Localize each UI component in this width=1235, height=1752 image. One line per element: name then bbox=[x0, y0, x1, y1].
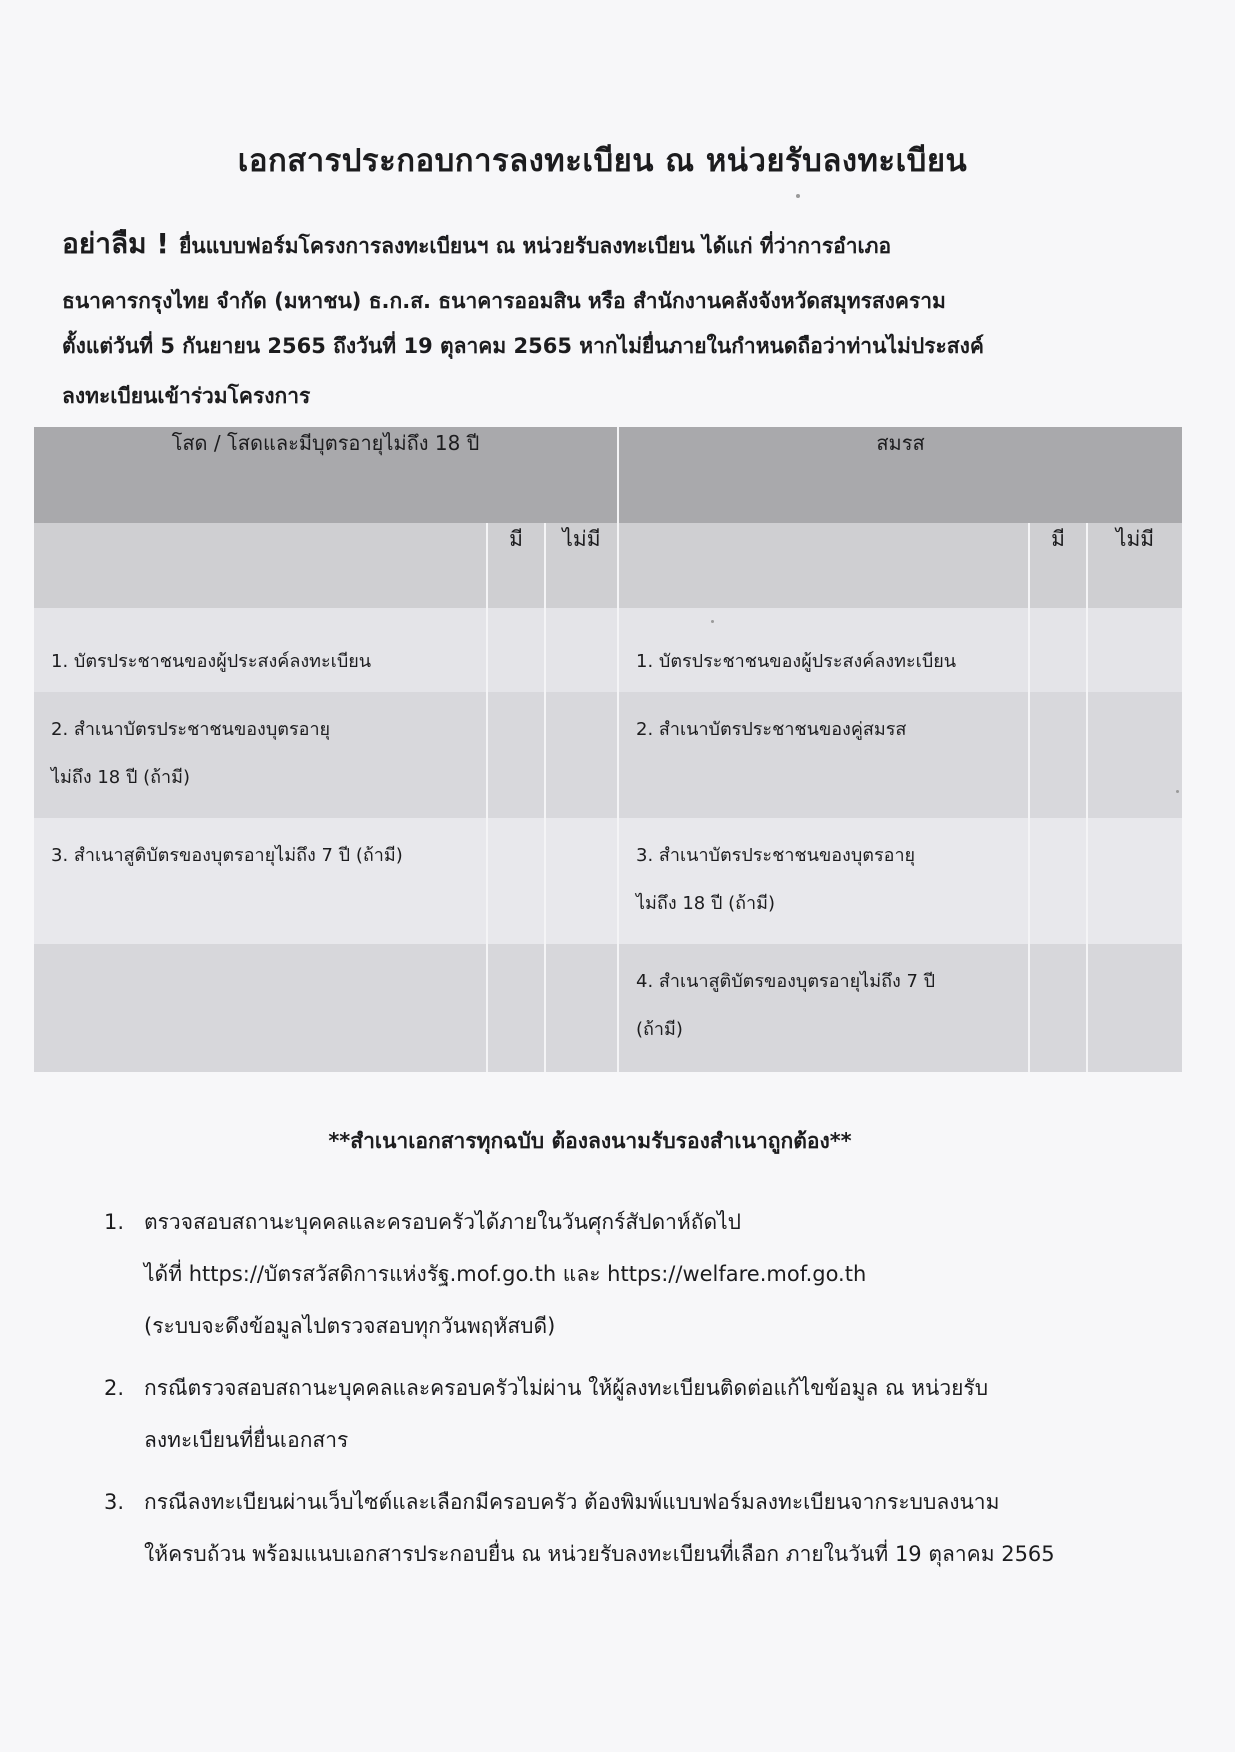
single-item-2-text-cont: ไม่ถึง 18 ปี (ถ้ามี) bbox=[51, 767, 191, 788]
married-item-cell bbox=[618, 944, 1029, 1072]
step-3-line-1: กรณีลงทะเบียนผ่านเว็บไซต์และเลือกมีครอบครัว ต้องพิมพ์แบบฟอร์มลงทะเบียนจากระบบลงนาม bbox=[144, 1490, 1000, 1514]
married-not-have-header: ไม่มี bbox=[1087, 523, 1182, 608]
married-not-have-checkbox[interactable] bbox=[1087, 608, 1182, 692]
step-1-line-2: ได้ที่ https://บัตรสวัสดิการแห่งรัฐ.mof.go.th และ https://welfare.mof.go.th bbox=[144, 1262, 867, 1286]
document-checklist-table bbox=[34, 427, 1182, 1072]
married-have-header: มี bbox=[1029, 523, 1087, 608]
single-have-checkbox[interactable] bbox=[487, 692, 545, 818]
married-have-checkbox[interactable] bbox=[1029, 944, 1087, 1072]
single-column-header: โสด / โสดและมีบุตรอายุไม่ถึง 18 ปี bbox=[34, 427, 618, 523]
single-have-checkbox bbox=[487, 944, 545, 1072]
intro-line-1 bbox=[62, 222, 1162, 266]
single-item-cell bbox=[34, 818, 487, 944]
married-have-checkbox[interactable] bbox=[1029, 818, 1087, 944]
married-item-cell bbox=[618, 818, 1029, 944]
married-item-header bbox=[618, 523, 1029, 608]
single-have-checkbox[interactable] bbox=[487, 608, 545, 692]
step-2-line-2: ลงทะเบียนที่ยื่นเอกสาร bbox=[144, 1428, 349, 1452]
married-have-checkbox[interactable] bbox=[1029, 692, 1087, 818]
single-item-header bbox=[34, 523, 487, 608]
single-not-have-checkbox[interactable] bbox=[545, 818, 618, 944]
list-item-number: 3. bbox=[104, 1490, 125, 1514]
single-item-1-text: 1. บัตรประชาชนของผู้ประสงค์ลงทะเบียน bbox=[51, 651, 372, 672]
instruction-list bbox=[104, 1196, 1184, 1580]
married-item-4-text: 4. สำเนาสูติบัตรของบุตรอายุไม่ถึง 7 ปี bbox=[636, 971, 936, 992]
list-item-number: 2. bbox=[104, 1376, 125, 1400]
married-not-have-checkbox[interactable] bbox=[1087, 692, 1182, 818]
married-item-3-text-cont: ไม่ถึง 18 ปี (ถ้ามี) bbox=[636, 893, 776, 914]
single-not-have-checkbox[interactable] bbox=[545, 608, 618, 692]
table-row bbox=[34, 692, 1182, 818]
list-item bbox=[104, 1196, 1184, 1352]
married-item-4-text-cont: (ถ้ามี) bbox=[636, 1019, 683, 1040]
married-have-checkbox[interactable] bbox=[1029, 608, 1087, 692]
paper-speck bbox=[711, 620, 714, 623]
married-item-1-text: 1. บัตรประชาชนของผู้ประสงค์ลงทะเบียน bbox=[636, 651, 957, 672]
list-item bbox=[104, 1362, 1184, 1466]
step-2-line-1: กรณีตรวจสอบสถานะบุคคลและครอบครัวไม่ผ่าน ให้ผู้ลงทะเบียนติดต่อแก้ไขข้อมูล ณ หน่วยรับ bbox=[144, 1376, 989, 1400]
married-item-cell bbox=[618, 608, 1029, 692]
step-1-line-1: ตรวจสอบสถานะบุคคลและครอบครัวได้ภายในวันศุกร์สัปดาห์ถัดไป bbox=[144, 1210, 741, 1234]
married-not-have-checkbox[interactable] bbox=[1087, 818, 1182, 944]
intro-line-4: ลงทะเบียนเข้าร่วมโครงการ bbox=[62, 384, 311, 408]
married-item-cell bbox=[618, 692, 1029, 818]
list-item bbox=[104, 1476, 1184, 1580]
single-item-cell bbox=[34, 608, 487, 692]
intro-line-3: ตั้งแต่วันที่ 5 กันยายน 2565 ถึงวันที่ 19 ตุลาคม 2565 หากไม่ยื่นภายในกำหนดถือว่าท่านไม่ประสงค์ bbox=[62, 334, 984, 358]
table-row bbox=[34, 818, 1182, 944]
list-item-number: 1. bbox=[104, 1210, 125, 1234]
single-item-3-text: 3. สำเนาสูติบัตรของบุตรอายุไม่ถึง 7 ปี (ถ้ามี) bbox=[51, 845, 403, 866]
married-not-have-checkbox[interactable] bbox=[1087, 944, 1182, 1072]
step-3-line-2: ให้ครบถ้วน พร้อมแนบเอกสารประกอบยื่น ณ หน่วยรับลงทะเบียนที่เลือก ภายในวันที่ 19 ตุลาคม 2565 bbox=[144, 1542, 1055, 1566]
intro-text-1: ยื่นแบบฟอร์มโครงการลงทะเบียนฯ ณ หน่วยรับลงทะเบียน ได้แก่ ที่ว่าการอำเภอ bbox=[179, 234, 892, 258]
document-title: เอกสารประกอบการลงทะเบียน ณ หน่วยรับลงทะเบียน bbox=[237, 143, 968, 179]
single-item-2-text: 2. สำเนาบัตรประชาชนของบุตรอายุ bbox=[51, 719, 331, 740]
table-row bbox=[34, 944, 1182, 1072]
single-item-cell-empty bbox=[34, 944, 487, 1072]
single-have-header: มี bbox=[487, 523, 545, 608]
single-have-checkbox[interactable] bbox=[487, 818, 545, 944]
table-header-row bbox=[34, 427, 1182, 523]
table-subheader-row bbox=[34, 523, 1182, 608]
single-item-cell bbox=[34, 692, 487, 818]
married-item-3-text: 3. สำเนาบัตรประชาชนของบุตรอายุ bbox=[636, 845, 916, 866]
paper-speck bbox=[796, 194, 800, 198]
reminder-label: อย่าลืม ! bbox=[62, 227, 170, 260]
single-not-have-checkbox bbox=[545, 944, 618, 1072]
paper-speck bbox=[1176, 790, 1179, 793]
intro-line-2: ธนาคารกรุงไทย จำกัด (มหาชน) ธ.ก.ส. ธนาคารออมสิน หรือ สำนักงานคลังจังหวัดสมุทรสงคราม bbox=[62, 289, 946, 313]
step-1-line-3: (ระบบจะดึงข้อมูลไปตรวจสอบทุกวันพฤหัสบดี) bbox=[144, 1314, 556, 1338]
married-column-header: สมรส bbox=[618, 427, 1182, 523]
certified-copy-note: **สำเนาเอกสารทุกฉบับ ต้องลงนามรับรองสำเนาถูกต้อง** bbox=[328, 1129, 852, 1153]
single-not-have-checkbox[interactable] bbox=[545, 692, 618, 818]
single-not-have-header: ไม่มี bbox=[545, 523, 618, 608]
table-row bbox=[34, 608, 1182, 692]
married-item-2-text: 2. สำเนาบัตรประชาชนของคู่สมรส bbox=[636, 719, 907, 740]
